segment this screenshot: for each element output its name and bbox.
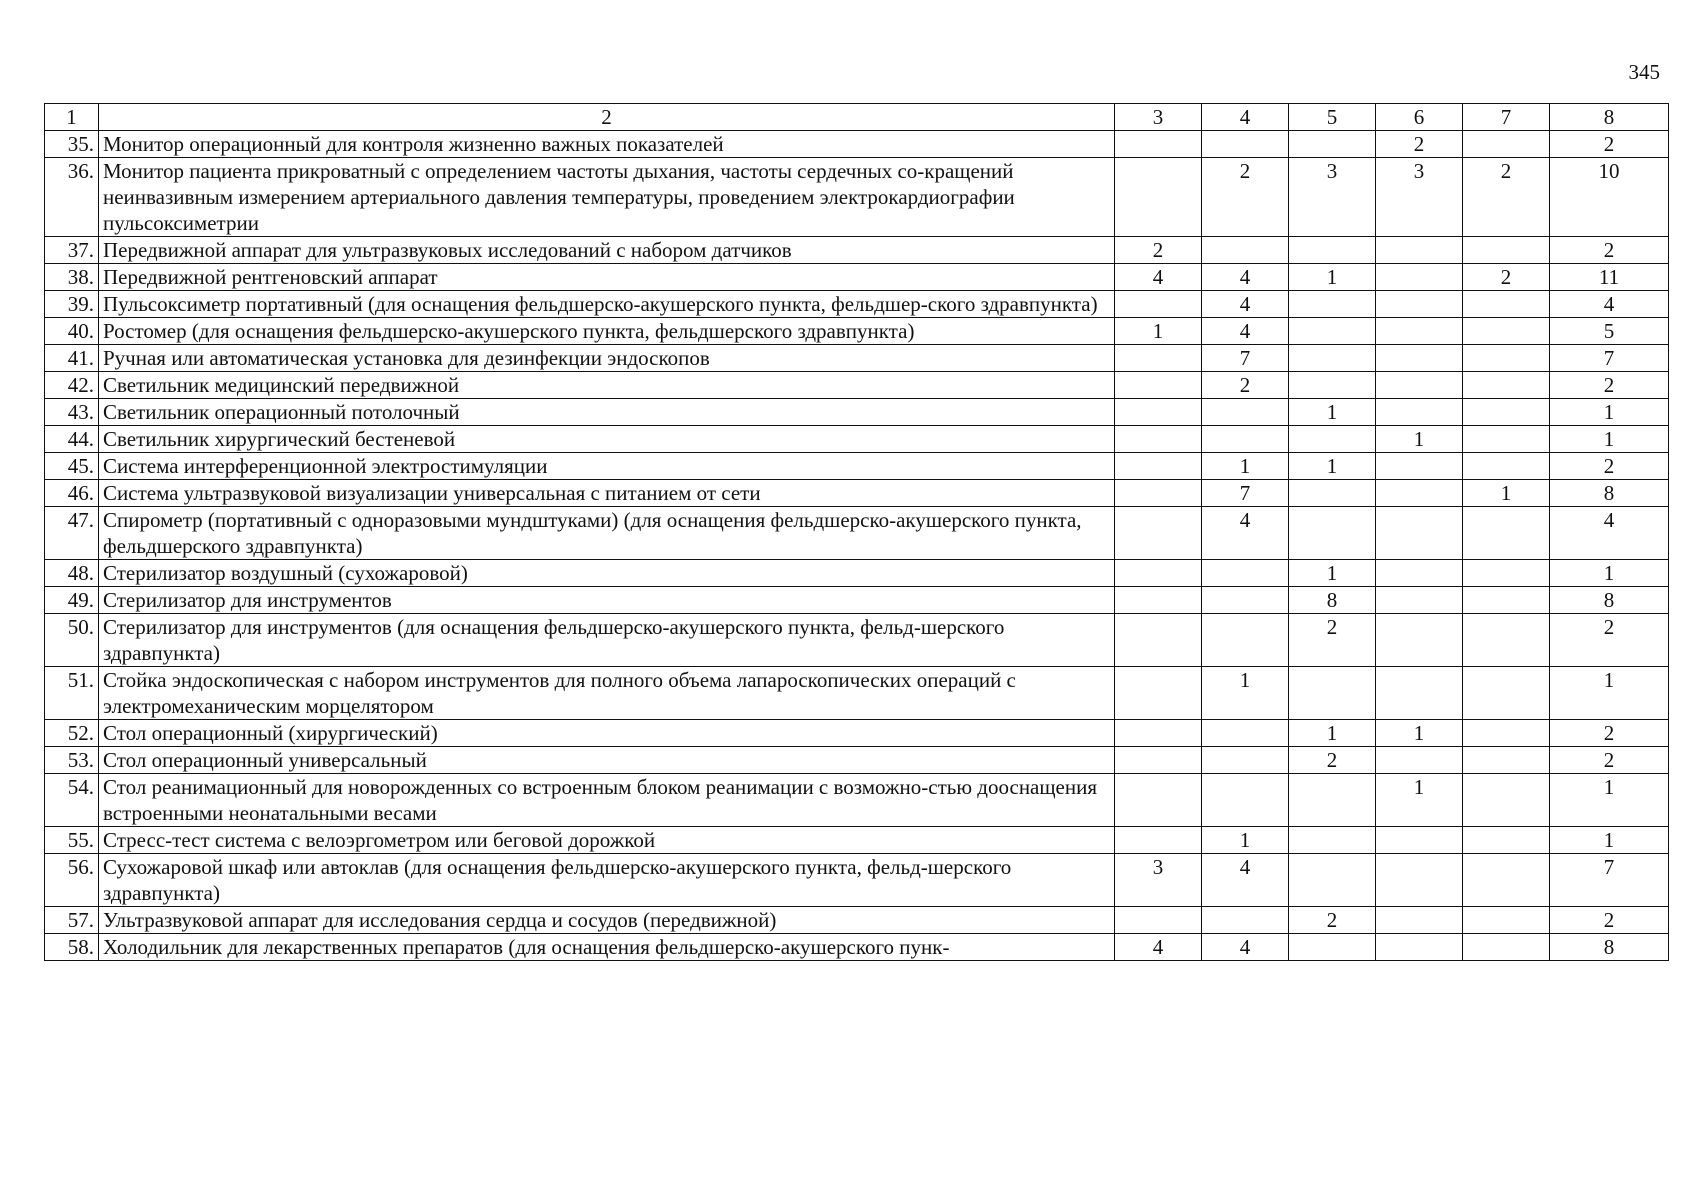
table-row — [45, 237, 1669, 264]
item-name: Стресс-тест система с велоэргометром или беговой дорожкой — [99, 827, 1115, 854]
table-row — [45, 131, 1669, 158]
header-cell: 1 — [45, 104, 99, 131]
qty-col-6: 1 — [1376, 426, 1463, 453]
qty-col-6 — [1376, 587, 1463, 614]
qty-col-4: 2 — [1202, 158, 1289, 237]
page-number: 345 — [1628, 60, 1660, 84]
qty-total: 2 — [1550, 372, 1669, 399]
qty-col-7 — [1463, 237, 1550, 264]
item-name: Передвижной аппарат для ультразвуковых исследований с набором датчиков — [99, 237, 1115, 264]
qty-col-5 — [1289, 827, 1376, 854]
qty-col-4: 4 — [1202, 934, 1289, 961]
item-name: Светильник хирургический бестеневой — [99, 426, 1115, 453]
row-number: 43. — [45, 399, 99, 426]
qty-col-4: 4 — [1202, 854, 1289, 907]
qty-col-5: 3 — [1289, 158, 1376, 237]
qty-total: 4 — [1550, 291, 1669, 318]
qty-col-5 — [1289, 507, 1376, 560]
row-number: 49. — [45, 587, 99, 614]
qty-col-7 — [1463, 399, 1550, 426]
table-row — [45, 453, 1669, 480]
qty-total: 1 — [1550, 774, 1669, 827]
qty-col-3 — [1115, 131, 1202, 158]
qty-col-3 — [1115, 614, 1202, 667]
table-row — [45, 587, 1669, 614]
item-name: Стол операционный универсальный — [99, 747, 1115, 774]
qty-col-3 — [1115, 907, 1202, 934]
row-number: 58. — [45, 934, 99, 961]
qty-col-7 — [1463, 291, 1550, 318]
qty-col-7 — [1463, 426, 1550, 453]
qty-col-6 — [1376, 453, 1463, 480]
table-row — [45, 854, 1669, 907]
qty-col-4: 4 — [1202, 291, 1289, 318]
qty-col-3: 4 — [1115, 264, 1202, 291]
qty-col-7 — [1463, 372, 1550, 399]
qty-col-5: 1 — [1289, 399, 1376, 426]
row-number: 54. — [45, 774, 99, 827]
table-row — [45, 667, 1669, 720]
qty-col-7 — [1463, 720, 1550, 747]
item-name: Стол операционный (хирургический) — [99, 720, 1115, 747]
qty-col-7 — [1463, 774, 1550, 827]
qty-col-6: 1 — [1376, 720, 1463, 747]
row-number: 39. — [45, 291, 99, 318]
header-cell: 6 — [1376, 104, 1463, 131]
qty-total: 7 — [1550, 345, 1669, 372]
qty-col-4: 1 — [1202, 827, 1289, 854]
qty-col-3 — [1115, 560, 1202, 587]
table-row — [45, 291, 1669, 318]
qty-col-6 — [1376, 264, 1463, 291]
item-name: Передвижной рентгеновский аппарат — [99, 264, 1115, 291]
qty-col-5 — [1289, 854, 1376, 907]
item-name: Стерилизатор для инструментов (для оснащения фельдшерско-акушерского пункта, фельд-шерского здравпункта) — [99, 614, 1115, 667]
header-cell: 4 — [1202, 104, 1289, 131]
qty-col-6: 2 — [1376, 131, 1463, 158]
qty-col-7 — [1463, 345, 1550, 372]
qty-col-3 — [1115, 345, 1202, 372]
qty-total: 2 — [1550, 614, 1669, 667]
table-row — [45, 614, 1669, 667]
qty-col-5 — [1289, 426, 1376, 453]
qty-col-4 — [1202, 587, 1289, 614]
row-number: 57. — [45, 907, 99, 934]
qty-col-6 — [1376, 399, 1463, 426]
item-name: Монитор пациента прикроватный с определением частоты дыхания, частоты сердечных со-кращений неинвазивным измерением артериального давления температуры, проведением электрокардиографии пульсоксиметрии — [99, 158, 1115, 237]
qty-col-4 — [1202, 560, 1289, 587]
qty-col-6 — [1376, 667, 1463, 720]
qty-col-5: 1 — [1289, 453, 1376, 480]
qty-col-3 — [1115, 667, 1202, 720]
qty-col-6 — [1376, 747, 1463, 774]
table-row — [45, 507, 1669, 560]
qty-total: 5 — [1550, 318, 1669, 345]
qty-col-4: 4 — [1202, 264, 1289, 291]
row-number: 55. — [45, 827, 99, 854]
qty-col-4 — [1202, 399, 1289, 426]
table-row — [45, 774, 1669, 827]
qty-total: 2 — [1550, 237, 1669, 264]
qty-col-7: 2 — [1463, 264, 1550, 291]
table-row — [45, 399, 1669, 426]
item-name: Стерилизатор для инструментов — [99, 587, 1115, 614]
qty-col-4: 2 — [1202, 372, 1289, 399]
qty-col-6 — [1376, 854, 1463, 907]
qty-col-4 — [1202, 131, 1289, 158]
qty-total: 4 — [1550, 507, 1669, 560]
qty-col-3 — [1115, 587, 1202, 614]
qty-total: 2 — [1550, 453, 1669, 480]
qty-col-6 — [1376, 507, 1463, 560]
item-name: Холодильник для лекарственных препаратов (для оснащения фельдшерско-акушерского пунк- — [99, 934, 1115, 961]
qty-col-7: 1 — [1463, 480, 1550, 507]
row-number: 42. — [45, 372, 99, 399]
header-cell: 8 — [1550, 104, 1669, 131]
qty-col-5 — [1289, 318, 1376, 345]
qty-col-4 — [1202, 426, 1289, 453]
qty-col-7 — [1463, 453, 1550, 480]
qty-col-6 — [1376, 614, 1463, 667]
qty-col-5 — [1289, 237, 1376, 264]
item-name: Ультразвуковой аппарат для исследования сердца и сосудов (передвижной) — [99, 907, 1115, 934]
qty-col-4 — [1202, 907, 1289, 934]
table-row — [45, 560, 1669, 587]
qty-col-7 — [1463, 507, 1550, 560]
qty-col-5: 1 — [1289, 560, 1376, 587]
qty-col-6 — [1376, 318, 1463, 345]
qty-total: 1 — [1550, 399, 1669, 426]
qty-total: 1 — [1550, 827, 1669, 854]
item-name: Стол реанимационный для новорожденных со встроенным блоком реанимации с возможно-стью дооснащения встроенными неонатальными весами — [99, 774, 1115, 827]
qty-col-4: 4 — [1202, 507, 1289, 560]
table-body — [45, 104, 1669, 961]
qty-col-3 — [1115, 399, 1202, 426]
qty-col-7 — [1463, 747, 1550, 774]
qty-col-7 — [1463, 854, 1550, 907]
item-name: Ручная или автоматическая установка для дезинфекции эндоскопов — [99, 345, 1115, 372]
qty-total: 10 — [1550, 158, 1669, 237]
header-cell: 7 — [1463, 104, 1550, 131]
table-row — [45, 345, 1669, 372]
table-row — [45, 318, 1669, 345]
row-number: 36. — [45, 158, 99, 237]
qty-col-5 — [1289, 345, 1376, 372]
qty-col-6: 3 — [1376, 158, 1463, 237]
row-number: 37. — [45, 237, 99, 264]
qty-col-3 — [1115, 720, 1202, 747]
qty-col-5 — [1289, 667, 1376, 720]
qty-total: 1 — [1550, 426, 1669, 453]
qty-total: 11 — [1550, 264, 1669, 291]
qty-col-5: 1 — [1289, 720, 1376, 747]
item-name: Система ультразвуковой визуализации универсальная с питанием от сети — [99, 480, 1115, 507]
qty-col-7 — [1463, 587, 1550, 614]
qty-col-5: 8 — [1289, 587, 1376, 614]
qty-col-4: 7 — [1202, 345, 1289, 372]
item-name: Система интерференционной электростимуляции — [99, 453, 1115, 480]
qty-col-4: 1 — [1202, 453, 1289, 480]
row-number: 56. — [45, 854, 99, 907]
row-number: 45. — [45, 453, 99, 480]
qty-col-3: 3 — [1115, 854, 1202, 907]
qty-col-3 — [1115, 747, 1202, 774]
qty-col-7 — [1463, 560, 1550, 587]
qty-col-7 — [1463, 667, 1550, 720]
qty-col-4 — [1202, 747, 1289, 774]
table-row — [45, 372, 1669, 399]
qty-total: 8 — [1550, 480, 1669, 507]
row-number: 53. — [45, 747, 99, 774]
qty-col-7 — [1463, 131, 1550, 158]
table-row — [45, 426, 1669, 453]
qty-col-7 — [1463, 827, 1550, 854]
row-number: 50. — [45, 614, 99, 667]
qty-col-7 — [1463, 934, 1550, 961]
qty-col-4: 1 — [1202, 667, 1289, 720]
header-cell: 5 — [1289, 104, 1376, 131]
qty-col-3 — [1115, 774, 1202, 827]
qty-total: 8 — [1550, 587, 1669, 614]
equipment-table — [44, 103, 1669, 961]
qty-col-3 — [1115, 291, 1202, 318]
row-number: 38. — [45, 264, 99, 291]
row-number: 46. — [45, 480, 99, 507]
item-name: Монитор операционный для контроля жизненно важных показателей — [99, 131, 1115, 158]
item-name: Стойка эндоскопическая с набором инструментов для полного объема лапароскопических операций с электромеханическим морцелятором — [99, 667, 1115, 720]
qty-col-4 — [1202, 237, 1289, 264]
qty-col-7 — [1463, 907, 1550, 934]
qty-col-3: 4 — [1115, 934, 1202, 961]
qty-col-4 — [1202, 614, 1289, 667]
qty-col-5 — [1289, 291, 1376, 318]
qty-col-6 — [1376, 372, 1463, 399]
table-row — [45, 827, 1669, 854]
qty-col-7 — [1463, 614, 1550, 667]
qty-col-4: 7 — [1202, 480, 1289, 507]
qty-col-5 — [1289, 131, 1376, 158]
qty-col-4 — [1202, 720, 1289, 747]
qty-col-5 — [1289, 774, 1376, 827]
row-number: 44. — [45, 426, 99, 453]
qty-col-6 — [1376, 291, 1463, 318]
header-row — [45, 104, 1669, 131]
row-number: 40. — [45, 318, 99, 345]
row-number: 47. — [45, 507, 99, 560]
header-cell: 2 — [99, 104, 1115, 131]
qty-col-3 — [1115, 507, 1202, 560]
table-row — [45, 480, 1669, 507]
row-number: 51. — [45, 667, 99, 720]
row-number: 48. — [45, 560, 99, 587]
qty-total: 2 — [1550, 131, 1669, 158]
table-row — [45, 907, 1669, 934]
row-number: 41. — [45, 345, 99, 372]
table-row — [45, 747, 1669, 774]
row-number: 35. — [45, 131, 99, 158]
item-name: Стерилизатор воздушный (сухожаровой) — [99, 560, 1115, 587]
qty-col-6 — [1376, 934, 1463, 961]
qty-total: 1 — [1550, 667, 1669, 720]
qty-col-3 — [1115, 480, 1202, 507]
qty-col-5: 2 — [1289, 907, 1376, 934]
qty-col-6 — [1376, 480, 1463, 507]
qty-total: 8 — [1550, 934, 1669, 961]
qty-col-6 — [1376, 560, 1463, 587]
qty-col-5 — [1289, 480, 1376, 507]
qty-col-4 — [1202, 774, 1289, 827]
item-name: Сухожаровой шкаф или автоклав (для оснащения фельдшерско-акушерского пункта, фельд-шерского здравпункта) — [99, 854, 1115, 907]
qty-total: 2 — [1550, 907, 1669, 934]
qty-col-5: 2 — [1289, 614, 1376, 667]
qty-col-4: 4 — [1202, 318, 1289, 345]
qty-col-3 — [1115, 453, 1202, 480]
item-name: Пульсоксиметр портативный (для оснащения фельдшерско-акушерского пункта, фельдшер-ского здравпункта) — [99, 291, 1115, 318]
qty-total: 2 — [1550, 747, 1669, 774]
qty-col-7: 2 — [1463, 158, 1550, 237]
item-name: Светильник операционный потолочный — [99, 399, 1115, 426]
table-row — [45, 158, 1669, 237]
qty-col-3: 1 — [1115, 318, 1202, 345]
item-name: Ростомер (для оснащения фельдшерско-акушерского пункта, фельдшерского здравпункта) — [99, 318, 1115, 345]
qty-col-3 — [1115, 827, 1202, 854]
qty-col-5: 2 — [1289, 747, 1376, 774]
qty-col-6 — [1376, 827, 1463, 854]
qty-col-6 — [1376, 237, 1463, 264]
qty-col-5 — [1289, 934, 1376, 961]
qty-col-6 — [1376, 345, 1463, 372]
item-name: Спирометр (портативный с одноразовыми мундштуками) (для оснащения фельдшерско-акушерского пункта, фельдшерского здравпункта) — [99, 507, 1115, 560]
header-cell: 3 — [1115, 104, 1202, 131]
table-row — [45, 264, 1669, 291]
qty-total: 7 — [1550, 854, 1669, 907]
qty-col-6 — [1376, 907, 1463, 934]
qty-col-5 — [1289, 372, 1376, 399]
table-row — [45, 934, 1669, 961]
qty-col-3: 2 — [1115, 237, 1202, 264]
qty-total: 1 — [1550, 560, 1669, 587]
qty-col-3 — [1115, 372, 1202, 399]
qty-total: 2 — [1550, 720, 1669, 747]
row-number: 52. — [45, 720, 99, 747]
qty-col-3 — [1115, 158, 1202, 237]
qty-col-6: 1 — [1376, 774, 1463, 827]
qty-col-7 — [1463, 318, 1550, 345]
qty-col-3 — [1115, 426, 1202, 453]
table-row — [45, 720, 1669, 747]
qty-col-5: 1 — [1289, 264, 1376, 291]
item-name: Светильник медицинский передвижной — [99, 372, 1115, 399]
